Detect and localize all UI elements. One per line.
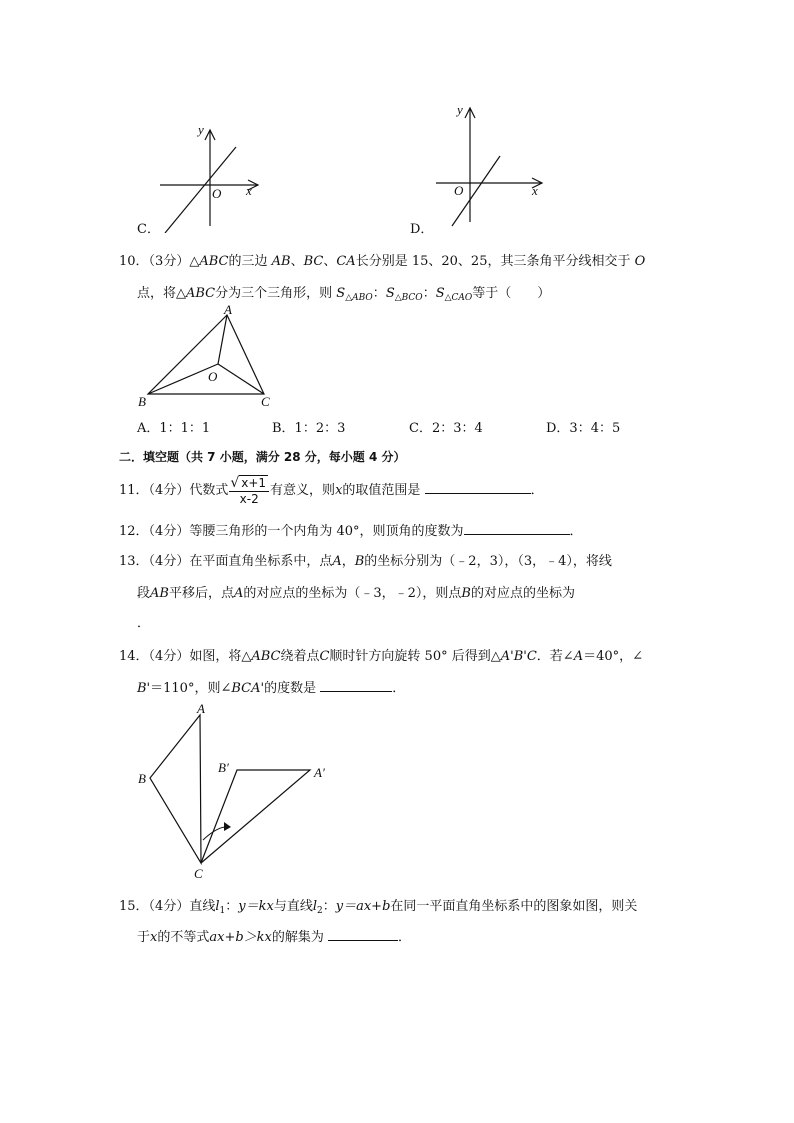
option-c-label: C． bbox=[137, 222, 160, 237]
svg-text:A′: A′ bbox=[314, 765, 325, 780]
q13-line1: 13．（4分）在平面直角坐标系中，点A，B的坐标分别为（﹣2，3），（3，﹣4），将线 bbox=[119, 554, 612, 569]
svg-text:y: y bbox=[198, 122, 204, 137]
option-d-label: D． bbox=[410, 222, 434, 237]
q10-option-d[interactable]: D．3：4：5 bbox=[546, 421, 621, 436]
q11-answer-blank[interactable] bbox=[425, 480, 531, 494]
q12: 12．（4分）等腰三角形的一个内角为 40°，则顶角的度数为 ． bbox=[119, 520, 583, 539]
svg-text:y: y bbox=[457, 102, 463, 117]
graph-option-c bbox=[150, 118, 270, 233]
svg-text:B′: B′ bbox=[218, 760, 229, 775]
triangle-abo-figure bbox=[132, 302, 282, 410]
q11: 11．（4分）代数式 $\frac{√ x+1}{x-2}$ 有意义，则x的取值范围是 ． bbox=[119, 474, 544, 506]
q13-line2: 段AB平移后，点A的对应点的坐标为（﹣3，﹣2），则点B的对应点的坐标为 bbox=[137, 586, 575, 601]
q14-answer-blank[interactable] bbox=[320, 678, 392, 692]
q15-line2: 于x的不等式ax+b＞kx的解集为 ． bbox=[137, 926, 411, 945]
q12-answer-blank[interactable] bbox=[464, 521, 570, 535]
rotation-figure bbox=[130, 700, 350, 885]
svg-text:x: x bbox=[246, 183, 252, 198]
svg-text:O: O bbox=[212, 186, 222, 201]
svg-text:C: C bbox=[194, 866, 203, 881]
svg-text:B: B bbox=[138, 771, 146, 786]
svg-text:O: O bbox=[208, 369, 218, 384]
svg-text:O: O bbox=[454, 183, 464, 198]
q10-line2: 点，将△ABC分为三个三角形，则 $S_{\triangle ABO}$：$S_{\triangle BCO}$：$S_{\triangle CAO}$等于（ ） bbox=[137, 286, 551, 303]
q14-line2: B'＝110°，则∠BCA'的度数是 ． bbox=[137, 677, 405, 696]
svg-text:A: A bbox=[197, 701, 205, 716]
section-heading: 二．填空题（共 7 小题，满分 28 分，每小题 4 分） bbox=[119, 450, 406, 464]
svg-text:B: B bbox=[138, 394, 146, 409]
q10-option-c[interactable]: C．2：3：4 bbox=[409, 421, 483, 436]
graph-option-d bbox=[430, 100, 550, 230]
q11-fraction: $\frac{√ x+1}{x-2}$ bbox=[229, 475, 269, 507]
q14-line1: 14．（4分）如图，将△ABC绕着点C顺时针方向旋转 50° 后得到△A'B'C．若∠A＝40°，∠ bbox=[119, 649, 644, 664]
q13-line3: ． bbox=[137, 616, 151, 631]
q10-option-a[interactable]: A．1：1：1 bbox=[137, 421, 211, 436]
q10-option-b[interactable]: B．1：2：3 bbox=[272, 421, 346, 436]
q10-line1: 10．（3分）△ABC的三边 AB、BC、CA长分别是 15、20、25，其三条角平分线相交于 O bbox=[119, 254, 646, 269]
q15-line1: 15．（4分）直线$l_1$：y＝kx与直线$l_2$：y＝ax+b在同一平面直角坐标系中的图象如图，则关 bbox=[119, 899, 638, 916]
svg-text:x: x bbox=[532, 183, 538, 198]
svg-text:C: C bbox=[261, 394, 270, 409]
q15-answer-blank[interactable] bbox=[328, 927, 398, 941]
svg-text:A: A bbox=[224, 302, 232, 317]
